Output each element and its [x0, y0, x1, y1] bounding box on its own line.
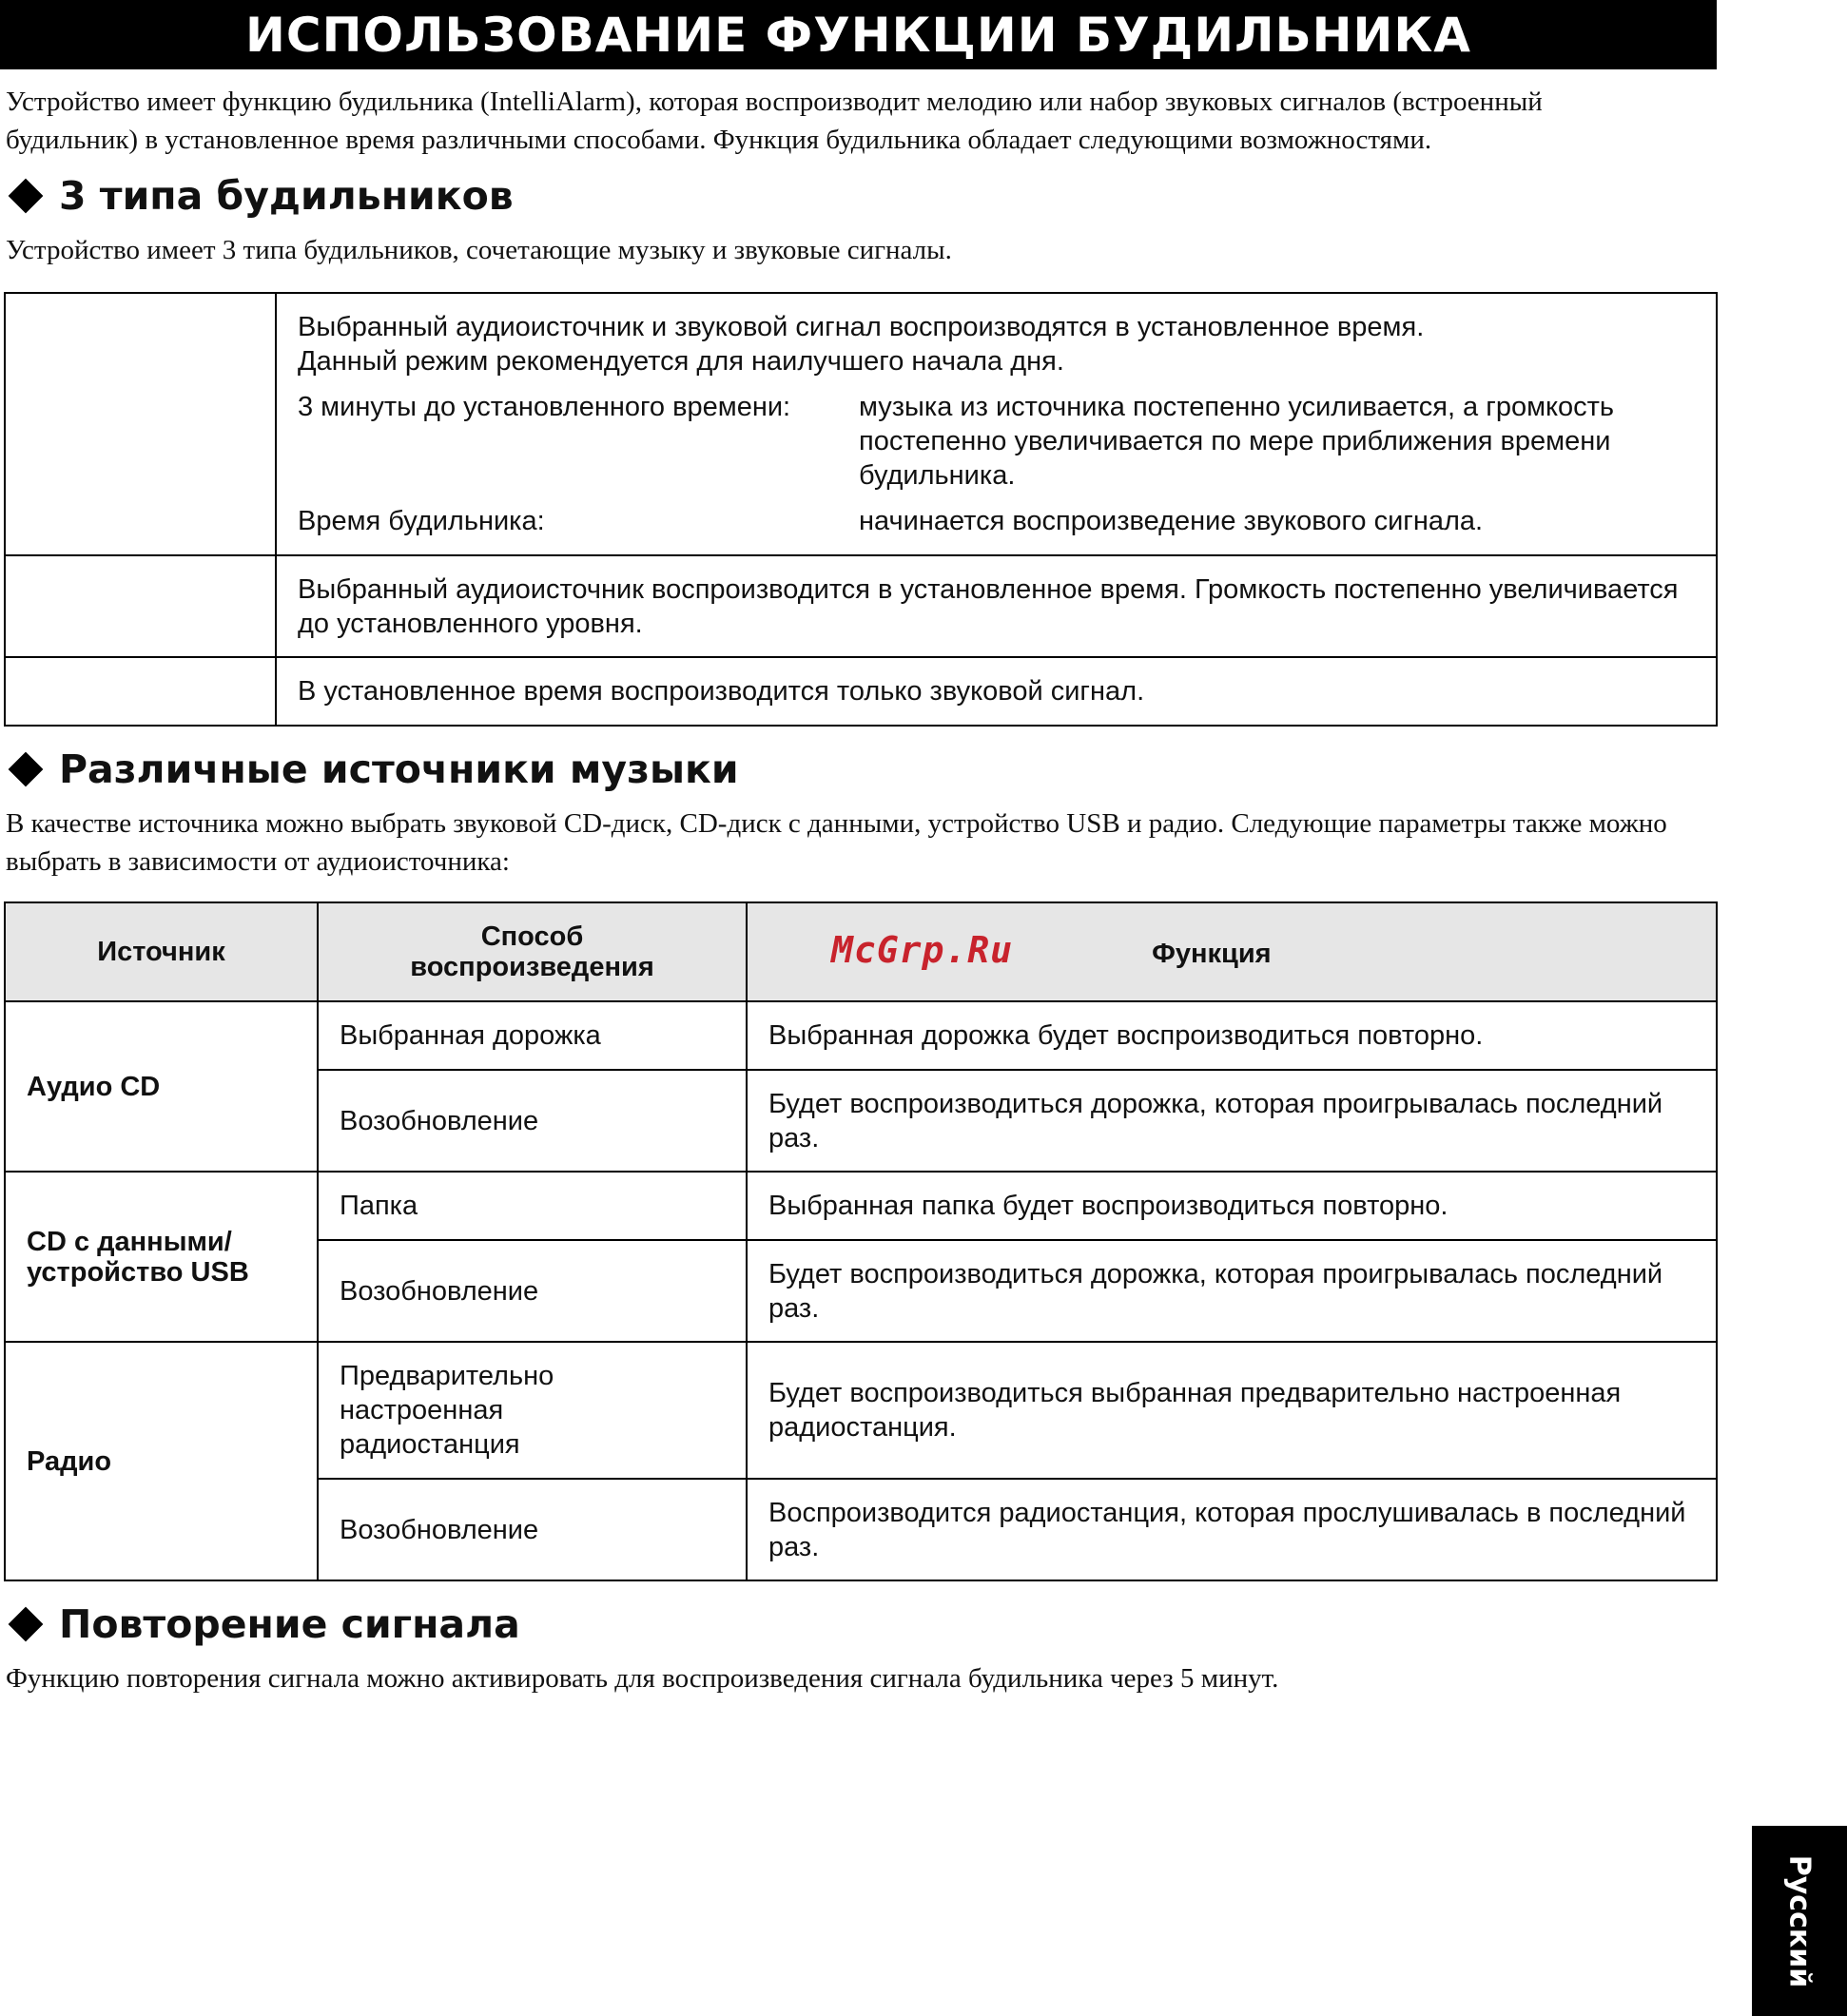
section-heading-snooze: [6, 1591, 1717, 1657]
section-heading-text: Повторение сигнала: [59, 1601, 520, 1647]
timing-value: музыка из источника постепенно усиливается, а громкость постепенно увеличивается по мере приближения времени будильника.: [859, 392, 1615, 491]
snooze-description: Функцию повторения сигнала можно активировать для воспроизведения сигнала будильника через 5 минут.: [6, 1663, 1279, 1694]
diamond-bullet-icon: [9, 179, 44, 214]
language-tab-label: Русский: [1782, 1854, 1817, 1987]
intro-paragraph: Устройство имеет функцию будильника (IntelliAlarm), которая воспроизводит мелодию или набор звуковых сигналов (встроенный будильник) в установленное время различными способами. Функция будильника обладает следующими возможностями.: [6, 87, 1543, 155]
mode-cell: [318, 1342, 747, 1479]
alarm-type-icon-cell: [5, 555, 276, 657]
column-header-source: Источник: [5, 902, 318, 1001]
function-cell: Выбранная дорожка будет воспроизводиться повторно.: [747, 1001, 1717, 1070]
function-cell: Будет воспроизводиться дорожка, которая проигрывалась последний раз.: [747, 1070, 1717, 1172]
table-row: [5, 1172, 1717, 1240]
function-cell: Будет воспроизводиться выбранная предварительно настроенная радиостанция.: [747, 1342, 1717, 1479]
diamond-bullet-icon: [9, 1607, 44, 1642]
alarm-type-line: Данный режим рекомендуется для наилучшего начала дня.: [298, 346, 1064, 377]
alarm-types-description: Устройство имеет 3 типа будильников, сочетающие музыку и звуковые сигналы.: [6, 235, 952, 265]
alarm-type-icon-cell: [5, 657, 276, 726]
mode-cell: Возобновление: [318, 1240, 747, 1342]
mode-cell: Выбранная дорожка: [318, 1001, 747, 1070]
timing-label: Время будильника:: [298, 506, 545, 536]
source-cell: Радио: [5, 1342, 318, 1580]
table-header-row: [5, 902, 1717, 1001]
alarm-type-description-cell: Выбранный аудиоисточник воспроизводится в установленное время. Громкость постепенно увеличивается до установленного уровня.: [276, 555, 1717, 657]
section-heading-alarm-types: [6, 163, 1717, 229]
table-row: [5, 1342, 1717, 1479]
alarm-type-description-cell: В установленное время воспроизводится только звуковой сигнал.: [276, 657, 1717, 726]
section-heading-music-sources: [6, 736, 1717, 803]
column-header-function: [747, 902, 1717, 1001]
function-cell: Будет воспроизводиться дорожка, которая проигрывалась последний раз.: [747, 1240, 1717, 1342]
language-tab: [1752, 1826, 1847, 2016]
source-cell: Аудио CD: [5, 1001, 318, 1172]
watermark-logo: McGrp.Ru: [831, 929, 1014, 971]
diamond-bullet-icon: [9, 752, 44, 787]
function-cell: Воспроизводится радиостанция, которая прослушивалась в последний раз.: [747, 1479, 1717, 1580]
music-sources-table: [4, 901, 1718, 1581]
alarm-type-description-cell: [276, 293, 1717, 555]
table-row: [5, 293, 1717, 555]
table-row: [5, 657, 1717, 726]
timing-label: 3 минуты до установленного времени:: [298, 392, 791, 422]
column-header-function-text: Функция: [1152, 939, 1272, 969]
mode-cell: Возобновление: [318, 1070, 747, 1172]
table-row: [5, 1001, 1717, 1070]
mode-cell: Папка: [318, 1172, 747, 1240]
column-header-mode: [318, 902, 747, 1001]
section-heading-text: 3 типа будильников: [59, 173, 514, 219]
section-heading-text: Различные источники музыки: [59, 746, 739, 792]
source-cell: CD с данными/ устройство USB: [5, 1172, 318, 1342]
table-row: [5, 555, 1717, 657]
mode-cell-text: Предварительно настроенная радиостанция: [340, 1361, 554, 1460]
column-header-mode-text: Способ воспроизведения: [410, 921, 654, 982]
timing-value: начинается воспроизведение звукового сигнала.: [859, 506, 1484, 536]
alarm-timing-grid: [298, 390, 1695, 538]
alarm-type-icon-cell: [5, 293, 276, 555]
music-sources-description: В качестве источника можно выбрать звуковой CD-диск, CD-диск с данными, устройство USB и радио. Следующие параметры также можно выбрать в зависимости от аудиоисточника:: [6, 808, 1667, 877]
mode-cell: Возобновление: [318, 1479, 747, 1580]
function-cell: Выбранная папка будет воспроизводиться повторно.: [747, 1172, 1717, 1240]
page-title: ИСПОЛЬЗОВАНИЕ ФУНКЦИИ БУДИЛЬНИКА: [0, 0, 1717, 69]
alarm-types-table: [4, 292, 1718, 727]
alarm-type-line: Выбранный аудиоисточник и звуковой сигнал воспроизводятся в установленное время.: [298, 312, 1425, 342]
